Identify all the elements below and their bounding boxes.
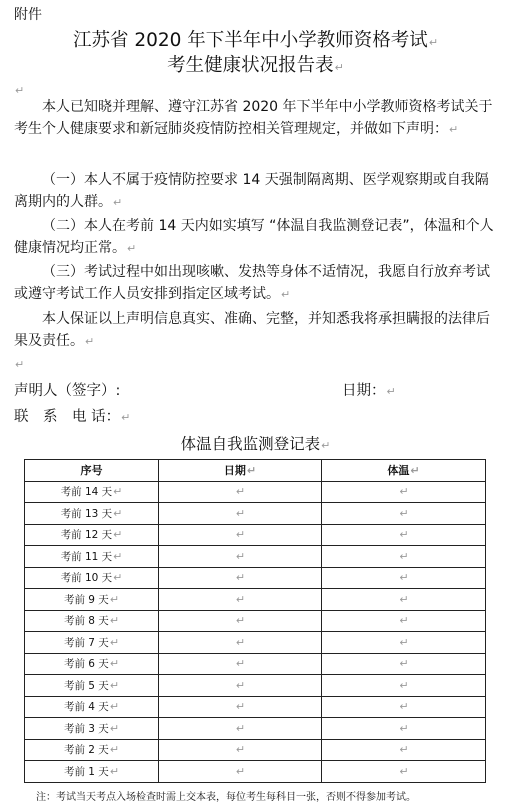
temperature-cell[interactable] bbox=[322, 589, 486, 611]
footnote bbox=[36, 788, 416, 803]
header-cell-temperature bbox=[322, 460, 486, 482]
paragraph-mark-icon: ↵ bbox=[113, 506, 123, 520]
row-label: 考前 4 天 bbox=[63, 701, 109, 714]
temperature-cell[interactable] bbox=[322, 653, 486, 675]
paragraph-mark-icon: ↵ bbox=[235, 635, 246, 649]
declaration-item-1-text: （一）本人不属于疫情防控要求 14 天强制隔离期、医学观察期或自我隔离期内的人群。 bbox=[14, 172, 489, 210]
temperature-cell[interactable] bbox=[322, 632, 486, 654]
row-label-cell bbox=[25, 481, 159, 503]
table-row bbox=[25, 546, 486, 568]
table-row bbox=[25, 524, 486, 546]
table-row bbox=[25, 653, 486, 675]
declaration-closing bbox=[14, 309, 500, 352]
table-row bbox=[25, 610, 486, 632]
paragraph-mark-icon: ↵ bbox=[235, 743, 246, 757]
declaration-item-3-text: （三）考试过程中如出现咳嗽、发热等身体不适情况，我愿自行放弃考试或遵守考试工作人员安排到指定区域考试。 bbox=[14, 264, 490, 302]
paragraph-mark-icon: ↵ bbox=[399, 528, 409, 542]
temperature-cell[interactable] bbox=[322, 546, 486, 568]
paragraph-mark-icon: ↵ bbox=[235, 657, 246, 671]
paragraph-mark-icon: ↵ bbox=[109, 764, 120, 778]
row-label: 考前 8 天 bbox=[63, 615, 109, 628]
paragraph-mark-icon: ↵ bbox=[113, 195, 123, 209]
paragraph-mark-icon: ↵ bbox=[15, 358, 25, 371]
date-cell[interactable] bbox=[159, 739, 322, 761]
paragraph-mark-icon: ↵ bbox=[399, 743, 409, 757]
temperature-cell[interactable] bbox=[322, 718, 486, 740]
paragraph-mark-icon: ↵ bbox=[235, 764, 246, 778]
date-label: 日期： bbox=[342, 383, 386, 399]
temperature-cell[interactable] bbox=[322, 761, 486, 783]
header-temperature-text: 体温 bbox=[387, 464, 410, 478]
row-label: 考前 9 天 bbox=[63, 593, 109, 606]
paragraph-mark-icon: ↵ bbox=[109, 700, 120, 714]
paragraph-mark-icon: ↵ bbox=[399, 721, 409, 735]
header-index-text: 序号 bbox=[80, 464, 103, 478]
header-date-text: 日期 bbox=[223, 464, 246, 478]
paragraph-mark-icon: ↵ bbox=[113, 528, 123, 542]
declaration-closing-text: 本人保证以上声明信息真实、准确、完整，并知悉我将承担瞒报的法律后果及责任。 bbox=[14, 311, 490, 349]
row-label: 考前 5 天 bbox=[63, 679, 109, 692]
date-cell[interactable] bbox=[159, 761, 322, 783]
paragraph-mark-icon: ↵ bbox=[399, 678, 409, 692]
row-label-cell bbox=[25, 632, 159, 654]
title-line2-text: 考生健康状况报告表 bbox=[167, 55, 334, 76]
temperature-cell[interactable] bbox=[322, 739, 486, 761]
paragraph-mark-icon: ↵ bbox=[109, 635, 120, 649]
declaration-item-2-text: （二）本人在考前 14 天内如实填写 “体温自我监测登记表”，体温和个人健康情况均正常。 bbox=[14, 218, 494, 256]
paragraph-mark-icon: ↵ bbox=[235, 571, 246, 585]
row-label-cell bbox=[25, 503, 159, 525]
paragraph-mark-icon: ↵ bbox=[113, 549, 123, 563]
declaration-item-3 bbox=[14, 262, 500, 305]
row-label-cell bbox=[25, 546, 159, 568]
footnote-text: 注：考试当天考点入场检查时需上交本表，每位考生每科目一张，否则不得参加考试。 bbox=[36, 792, 416, 803]
paragraph-mark-icon: ↵ bbox=[109, 743, 120, 757]
row-label-cell bbox=[25, 589, 159, 611]
row-label-cell bbox=[25, 567, 159, 589]
table-title-text: 体温自我监测登记表 bbox=[180, 435, 321, 453]
paragraph-mark-icon: ↵ bbox=[399, 485, 409, 499]
table-row bbox=[25, 696, 486, 718]
paragraph-mark-icon: ↵ bbox=[109, 657, 120, 671]
header-cell-date bbox=[159, 460, 322, 482]
date-cell[interactable] bbox=[159, 567, 322, 589]
title-line1-text: 江苏省 2020 年下半年中小学教师资格考试 bbox=[72, 30, 428, 51]
paragraph-mark-icon: ↵ bbox=[235, 721, 246, 735]
paragraph-mark-icon: ↵ bbox=[235, 592, 246, 606]
date-field[interactable] bbox=[342, 379, 396, 400]
date-cell[interactable] bbox=[159, 610, 322, 632]
date-cell[interactable] bbox=[159, 503, 322, 525]
declaration-item-2 bbox=[14, 216, 500, 259]
row-label-cell bbox=[25, 718, 159, 740]
date-cell[interactable] bbox=[159, 524, 322, 546]
table-row bbox=[25, 632, 486, 654]
row-label: 考前 6 天 bbox=[63, 658, 109, 671]
row-label: 考前 3 天 bbox=[63, 722, 109, 735]
temperature-log-table bbox=[24, 459, 486, 783]
paragraph-mark-icon: ↵ bbox=[399, 592, 409, 606]
date-cell[interactable] bbox=[159, 675, 322, 697]
paragraph-mark-icon: ↵ bbox=[235, 528, 246, 542]
paragraph-mark-icon: ↵ bbox=[109, 721, 120, 735]
paragraph-mark-icon: ↵ bbox=[399, 764, 409, 778]
date-cell[interactable] bbox=[159, 589, 322, 611]
row-label: 考前 13 天 bbox=[60, 507, 113, 520]
paragraph-mark-icon: ↵ bbox=[235, 700, 246, 714]
phone-label: 联 系 电 话： bbox=[14, 409, 121, 425]
date-cell[interactable] bbox=[159, 718, 322, 740]
row-label: 考前 2 天 bbox=[63, 744, 109, 757]
paragraph-mark-icon: ↵ bbox=[399, 700, 409, 714]
paragraph-mark-icon: ↵ bbox=[235, 485, 246, 499]
row-label: 考前 14 天 bbox=[60, 486, 113, 499]
table-row bbox=[25, 481, 486, 503]
temperature-cell[interactable] bbox=[322, 503, 486, 525]
paragraph-mark-icon: ↵ bbox=[399, 549, 409, 563]
paragraph-mark-icon: ↵ bbox=[449, 122, 459, 136]
row-label-cell bbox=[25, 761, 159, 783]
date-cell[interactable] bbox=[159, 653, 322, 675]
table-row bbox=[25, 718, 486, 740]
paragraph-mark-icon: ↵ bbox=[235, 678, 246, 692]
table-row bbox=[25, 503, 486, 525]
table-row bbox=[25, 567, 486, 589]
row-label: 考前 10 天 bbox=[60, 572, 113, 585]
declaration-intro-text: 本人已知晓并理解、遵守江苏省 2020 年下半年中小学教师资格考试关于考生个人健康要求和新冠肺炎疫情防控相关管理规定，并做如下声明： bbox=[14, 99, 493, 137]
date-cell[interactable] bbox=[159, 481, 322, 503]
paragraph-mark-icon: ↵ bbox=[235, 506, 246, 520]
declaration-item-1 bbox=[14, 170, 500, 213]
row-label-cell bbox=[25, 653, 159, 675]
paragraph-mark-icon: ↵ bbox=[15, 84, 25, 97]
paragraph-mark-icon: ↵ bbox=[386, 385, 396, 398]
paragraph-mark-icon: ↵ bbox=[399, 614, 409, 628]
empty-paragraph bbox=[14, 80, 500, 97]
paragraph-mark-icon: ↵ bbox=[399, 657, 409, 671]
row-label: 考前 7 天 bbox=[63, 636, 109, 649]
date-cell[interactable] bbox=[159, 632, 322, 654]
paragraph-mark-icon: ↵ bbox=[113, 571, 123, 585]
paragraph-mark-icon: ↵ bbox=[235, 614, 246, 628]
empty-paragraph bbox=[14, 358, 24, 371]
temperature-cell[interactable] bbox=[322, 675, 486, 697]
temperature-cell[interactable] bbox=[322, 481, 486, 503]
attachment-label bbox=[14, 4, 42, 24]
paragraph-mark-icon: ↵ bbox=[113, 485, 123, 499]
row-label-cell bbox=[25, 524, 159, 546]
paragraph-mark-icon: ↵ bbox=[235, 549, 246, 563]
paragraph-mark-icon: ↵ bbox=[399, 635, 409, 649]
table-header-row bbox=[25, 460, 486, 482]
row-label: 考前 11 天 bbox=[60, 550, 113, 563]
paragraph-mark-icon: ↵ bbox=[109, 678, 120, 692]
paragraph-mark-icon: ↵ bbox=[399, 506, 409, 520]
paragraph-mark-icon: ↵ bbox=[121, 411, 131, 424]
paragraph-mark-icon: ↵ bbox=[321, 439, 331, 452]
table-row bbox=[25, 589, 486, 611]
temperature-cell[interactable] bbox=[322, 610, 486, 632]
table-body bbox=[25, 481, 486, 782]
row-label-cell bbox=[25, 675, 159, 697]
header-cell-index bbox=[25, 460, 159, 482]
paragraph-mark-icon: ↵ bbox=[246, 464, 257, 478]
document-title-line1 bbox=[0, 26, 511, 52]
row-label-cell bbox=[25, 739, 159, 761]
row-label-cell bbox=[25, 610, 159, 632]
temperature-cell[interactable] bbox=[322, 696, 486, 718]
declarant-signature-field[interactable] bbox=[14, 379, 120, 400]
paragraph-mark-icon: ↵ bbox=[399, 571, 409, 585]
declaration-intro bbox=[14, 97, 500, 140]
paragraph-mark-icon: ↵ bbox=[334, 61, 344, 74]
temperature-cell[interactable] bbox=[322, 524, 486, 546]
paragraph-mark-icon: ↵ bbox=[109, 592, 120, 606]
contact-phone-field[interactable] bbox=[14, 405, 130, 426]
table-title bbox=[0, 432, 511, 454]
document-title-line2 bbox=[0, 51, 511, 77]
row-label: 考前 1 天 bbox=[63, 765, 109, 778]
paragraph-mark-icon: ↵ bbox=[85, 334, 95, 348]
table-row bbox=[25, 675, 486, 697]
paragraph-mark-icon: ↵ bbox=[410, 464, 420, 478]
attachment-text: 附件 bbox=[14, 7, 42, 23]
row-label: 考前 12 天 bbox=[60, 529, 113, 542]
date-cell[interactable] bbox=[159, 546, 322, 568]
row-label-cell bbox=[25, 696, 159, 718]
date-cell[interactable] bbox=[159, 696, 322, 718]
paragraph-mark-icon: ↵ bbox=[428, 36, 439, 49]
paragraph-mark-icon: ↵ bbox=[127, 241, 137, 255]
table-row bbox=[25, 739, 486, 761]
paragraph-mark-icon: ↵ bbox=[281, 287, 291, 301]
declarant-label: 声明人（签字）: bbox=[14, 383, 121, 399]
paragraph-mark-icon: ↵ bbox=[109, 614, 120, 628]
temperature-cell[interactable] bbox=[322, 567, 486, 589]
table-row bbox=[25, 761, 486, 783]
